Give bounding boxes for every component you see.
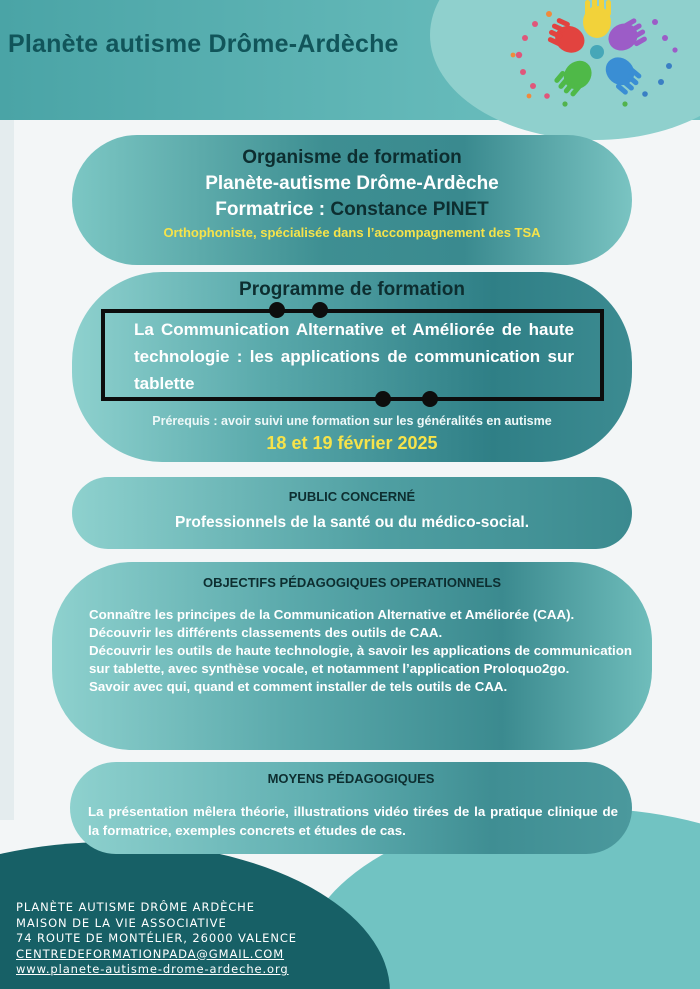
- public-text: Professionnels de la santé ou du médico-social.: [174, 514, 529, 531]
- public-card: [72, 477, 632, 549]
- objectifs-list: [89, 606, 632, 696]
- footer-org: PLANÈTE AUTISME DRÔME ARDÈCHE: [16, 900, 255, 914]
- programme-card: [72, 272, 632, 462]
- public-heading: PUBLIC CONCERNÉ: [288, 489, 416, 504]
- formatrice-name: Constance PINET: [330, 199, 489, 220]
- objectifs-card: [52, 562, 652, 750]
- page-title: Planète autisme Drôme-Ardèche: [8, 30, 399, 58]
- footer-email-link[interactable]: CENTREDEFORMATIONPADA@GMAIL.COM: [16, 946, 285, 961]
- objectifs-heading: OBJECTIFS PÉDAGOGIQUES OPERATIONNELS: [202, 575, 502, 590]
- formatrice-label: Formatrice :: [215, 199, 331, 220]
- moyens-text: La présentation mêlera théorie, illustrations vidéo tirées de la pratique clinique de la formatrice, exemples concrets et études de cas.: [88, 804, 618, 838]
- programme-heading: Programme de formation: [239, 279, 465, 300]
- formatrice-line: [72, 199, 632, 221]
- programme-dates: 18 et 19 février 2025: [266, 433, 438, 453]
- footer-address: 74 ROUTE DE MONTÉLIER, 26000 VALENCE: [16, 931, 297, 945]
- colorful-hands-circle-icon: [505, 0, 685, 112]
- organisme-card: [72, 135, 632, 265]
- objectif-item: Connaître les principes de la Communication Alternative et Améliorée (CAA).: [89, 607, 575, 622]
- moyens-card: [70, 762, 632, 854]
- programme-title: La Communication Alternative et Améliorée de haute technologie : les applications de communication sur tablette: [134, 320, 574, 393]
- footer-website-link[interactable]: www.planete-autisme-drome-ardeche.org: [16, 962, 289, 976]
- left-side-strip: [0, 120, 14, 820]
- objectif-item: Découvrir les différents classements des outils de CAA.: [89, 625, 443, 640]
- footer-contact: [16, 900, 297, 978]
- organisme-heading: Organisme de formation: [242, 147, 462, 168]
- objectif-item: Découvrir les outils de haute technologie, à savoir les applications de communication sur tablette, avec synthèse vocale, et notamment l’application Proloquo2go.: [89, 643, 632, 676]
- objectif-item: Savoir avec qui, quand et comment installer de tels outils de CAA.: [89, 679, 508, 694]
- programme-prerequis: Prérequis : avoir suivi une formation sur les généralités en autisme: [152, 414, 552, 428]
- moyens-heading: MOYENS PÉDAGOGIQUES: [267, 771, 435, 786]
- footer-building: MAISON DE LA VIE ASSOCIATIVE: [16, 915, 227, 930]
- formatrice-role: Orthophoniste, spécialisée dans l’accompagnement des TSA: [163, 225, 541, 240]
- organisme-name: Planète-autisme Drôme-Ardèche: [205, 173, 499, 194]
